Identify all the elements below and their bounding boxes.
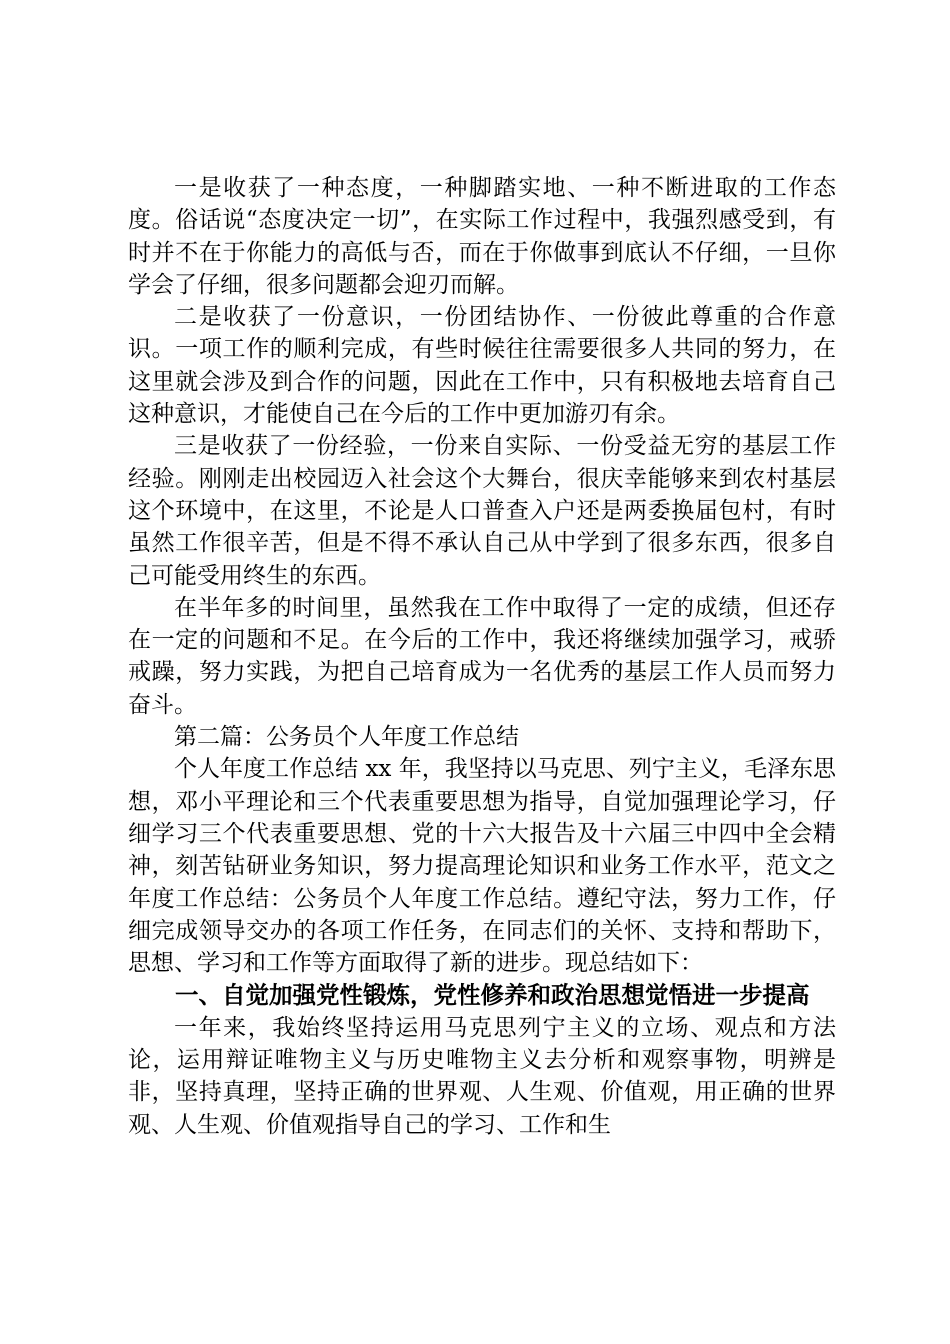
paragraph-annual-summary: 个人年度工作总结 xx 年，我坚持以马克思、列宁主义，毛泽东思想，邓小平理论和三个代表重要思想为指导，自觉加强理论学习，仔细学习三个代表重要思想、党的十六大报告及十六届三中四中全会精神，刻苦钻研业务知识，努力提高理论知识和业务工作水平，范文之年度工作总结：公务员个人年度工作总结。遵纪守法，努力工作，仔细完成领导交办的各项工作任务，在同志们的关怀、支持和帮助下，思想、学习和工作等方面取得了新的进步。现总结如下： — [128, 756, 836, 977]
section-title-part-two: 第二篇：公务员个人年度工作总结 — [174, 724, 519, 751]
section-heading-one: 一、自觉加强党性锻炼，党性修养和政治思想觉悟进一步提高 — [175, 981, 810, 1010]
paragraph-awareness: 二是收获了一份意识，一份团结协作、一份彼此尊重的合作意识。一项工作的顺利完成，有些时候往往需要很多人共同的努力，在这里就会涉及到合作的问题，因此在工作中，只有积极地去培育自己这种意识，才能使自己在今后的工作中更加游刃有余。 — [128, 304, 836, 428]
paragraph-attitude: 一是收获了一种态度，一种脚踏实地、一种不断进取的工作态度。俗话说“态度决定一切”，在实际工作过程中，我强烈感受到，有时并不在于你能力的高低与否，而在于你做事到底认不仔细，一旦你学会了仔细，很多问题都会迎刃而解。 — [128, 175, 836, 298]
paragraph-conclusion: 在半年多的时间里，虽然我在工作中取得了一定的成绩，但还存在一定的问题和不足。在今后的工作中，我还将继续加强学习，戒骄戒躁，努力实践，为把自己培育成为一名优秀的基层工作人员而努力奋斗。 — [128, 594, 836, 718]
document-page — [128, 172, 836, 1141]
paragraph-experience: 三是收获了一份经验，一份来自实际、一份受益无穷的基层工作经验。刚刚走出校园迈入社会这个大舞台，很庆幸能够来到农村基层这个环境中，在这里，不论是人口普查入户还是两委换届包村，有时虽然工作很辛苦，但是不得不承认自己从中学到了很多东西，很多自己可能受用终生的东西。 — [128, 433, 836, 589]
paragraph-year-review: 一年来，我始终坚持运用马克思列宁主义的立场、观点和方法论，运用辩证唯物主义与历史唯物主义去分析和观察事物，明辨是非，坚持真理，坚持正确的世界观、人生观、价值观，用正确的世界观、人生观、价值观指导自己的学习、工作和生 — [128, 1014, 836, 1138]
